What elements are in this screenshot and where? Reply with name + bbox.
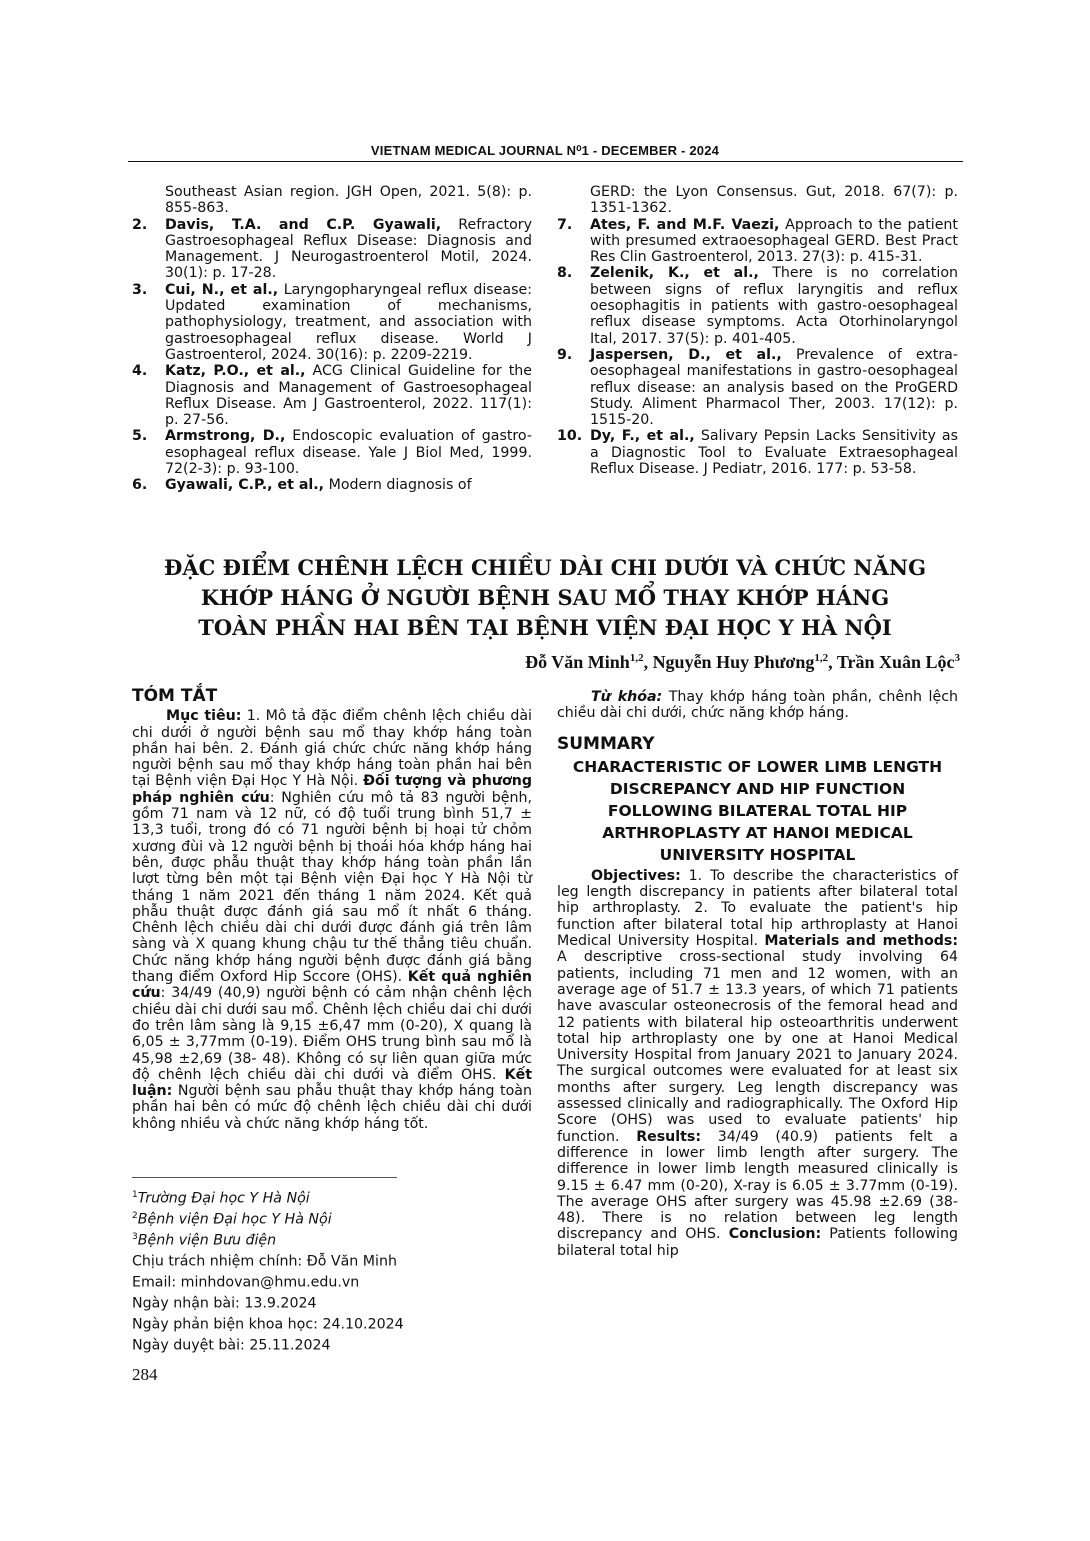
summary-body: Objectives: 1. To describe the characteristics of leg length discrepancy in patients after bilateral total hip arthroplasty. 2. To evaluate the patient's hip function after bilateral total hip arthroplasty at Hanoi Medical University Hospital. Materials and methods: A descriptive cross-sectional study involving 64 patients, including 71 men and 12 women, with an average age of 51.7 ± 13.3 years, of which 71 patients have avascular osteonecrosis of the femoral head and 12 patients with bilateral hip osteoarthritis underwent total hip arthroplasty one by one at Hanoi Medical University Hospital from January 2021 to January 2024. The surgical outcomes were evaluated for at least six months after surgery. Leg length discrepancy was assessed clinically and radiographically. The Oxford Hip Score (OHS) was used to evaluate patients' hip function. Results: 34/49 (40.9) patients felt a difference in lower limb length after surgery. The difference in lower limb length measured clinically is 9.15 ± 6.47 mm (0-20), X-ray is 6.05 ± 3.77mm (0-19). The average OHS after surgery was 45.98 ±2.69 (38- 48). There is no relation between leg length discrepancy and OHS. Conclusion: Patients following bilateral total hip [557,867,958,1259]
author-name: Trần Xuân Lộc [836,652,955,672]
reference-item [132,363,532,428]
reference-number: 10. [557,428,583,445]
reference-number: 2. [132,216,148,233]
reference-item [132,477,532,493]
reference-authors: Ates, F. and M.F. Vaezi, [590,216,780,233]
author-affiliation: 3 [954,652,960,664]
reference-authors: Gyawali, C.P., et al., [165,477,325,494]
page-number: 284 [132,1365,158,1384]
reference-authors: Armstrong, D., [165,428,286,445]
reference-number: 8. [557,265,573,282]
article-title [100,553,990,643]
reference-text: GERD: the Lyon Consensus. Gut, 2018. 67(7): p. 1351-1362. [590,184,958,217]
conclusion-label: Kết luận: [132,1066,532,1100]
author-name: Đỗ Văn Minh [525,652,630,672]
title-line: KHỚP HÁNG Ở NGƯỜI BỆNH SAU MỔ THAY KHỚP HÁNG [200,585,890,610]
objectives-label: Objectives: [591,867,681,884]
footnote-line: Ngày phản biện khoa học: 24.10.2024 [132,1316,404,1333]
reference-text: Gyawali, C.P., et al., Modern diagnosis of [165,477,472,494]
references-left-column [132,184,532,494]
reference-number: 7. [557,216,573,233]
footnote-line: $^3$Bệnh viện Bưu điện [132,1232,277,1249]
reference-authors: Katz, P.O., et al., [165,363,306,380]
abstract-right-column [557,689,958,1259]
reference-number: 4. [132,363,148,380]
reference-number: 5. [132,428,148,445]
methods-label-en: Materials and methods: [764,933,958,950]
reference-text: Katz, P.O., et al., ACG Clinical Guideline for the Diagnosis and Management of Gastroesophageal Reflux Disease. Am J Gastroenterol, 2022. 117(1): p. 27-56. [165,363,532,429]
reference-authors: Zelenik, K., et al., [590,265,759,282]
reference-text: Armstrong, D., Endoscopic evaluation of gastro-esophageal reflux disease. Yale J Biol Med, 1999. 72(2-3): p. 93-100. [165,428,532,478]
author-affiliation: 1,2 [629,652,644,664]
reference-item [557,184,958,217]
english-title: CHARACTERISTIC OF LOWER LIMB LENGTH DISCREPANCY AND HIP FUNCTION FOLLOWING BILATERAL TOTAL HIP ARTHROPLASTY AT HANOI MEDICAL UNIVERSITY HOSPITAL [572,757,943,864]
author-name: Nguyễn Huy Phương [652,652,815,672]
summary-heading: SUMMARY [557,733,655,754]
header-rule [128,161,963,162]
footnote-line: $^1$Trường Đại học Y Hà Nội [132,1190,310,1207]
reference-authors: Jaspersen, D., et al., [590,346,782,363]
reference-number: 9. [557,346,573,363]
reference-number: 3. [132,281,148,298]
footnote-line: Chịu trách nhiệm chính: Đỗ Văn Minh [132,1253,397,1270]
reference-number [557,184,590,217]
reference-text: Ates, F. and M.F. Vaezi, Approach to the patient with presumed extraoesophageal GERD. Best Pract Res Clin Gastroenterol, 2013. 27(3): p. 415-31. [590,216,958,266]
keywords: Từ khóa: Thay khớp háng toàn phần, chênh lệch chiều dài chi dưới, chức năng khớp háng. [557,689,958,722]
reference-item [132,282,532,363]
footnotes [132,1187,532,1355]
reference-text: Zelenik, K., et al., There is no correlation between signs of reflux laryngitis and reflux oesophagitis in patients with gastro-oesophageal reflux disease symptoms. Acta Otorhinolaryngol Ital, 2017. 37(5): p. 401-405. [590,265,958,347]
reference-text: Southeast Asian region. JGH Open, 2021. 5(8): p. 855-863. [165,184,532,217]
reference-item [132,428,532,477]
reference-item [557,265,958,346]
title-line: ĐẶC ĐIỂM CHÊNH LỆCH CHIỀU DÀI CHI DƯỚI VÀ CHỨC NĂNG [163,555,927,580]
author-affiliation: 1,2 [814,652,829,664]
reference-item [557,217,958,266]
abstract-vietnamese [132,688,532,1132]
reference-item [132,217,532,282]
reference-number: 6. [132,477,148,494]
reference-item [132,184,532,217]
results-label-en: Results: [636,1128,702,1145]
author-list: Đỗ Văn Minh$^{1,2}$, Nguyễn Huy Phương$^{1,2}$, Trần Xuân Lộc$^3$ [525,652,960,672]
methods-label: Đối tượng và phương pháp nghiên cứu [132,773,532,806]
footnote-line: Ngày nhận bài: 13.9.2024 [132,1295,317,1312]
keywords-label: Từ khóa: [591,689,663,705]
reference-text: Davis, T.A. and C.P. Gyawali, Refractory Gastroesophageal Reflux Disease: Diagnosis and Management. J Neurogastroenterol Motil, 2024. 30(1): p. 17-28. [165,216,532,282]
results-label: Kết quả nghiên cứu [132,969,532,1002]
footnote-line: Ngày duyệt bài: 25.11.2024 [132,1337,331,1354]
reference-item [557,347,958,428]
abstract-body: Mục tiêu: 1. Mô tả đặc điểm chênh lệch chiều dài chi dưới ở người bệnh sau mổ thay khớp háng toàn phần hai bên. 2. Đánh giá chức chức năng khớp háng người bệnh sau mổ thay khớp háng toàn phần hai bên tại Bệnh viện Đại Học Y Hà Nội. Đối tượng và phương pháp nghiên cứu: Nghiên cứu mô tả 83 người bệnh, gồm 71 nam và 12 nữ, có độ tuổi trung bình 51,7 ± 13,3 tuổi, trong đó có 71 người bệnh bị hoại tử chỏm xương đùi và 12 người bệnh bị thoái hóa khớp háng hai bên, được phẫu thuật thay khớp háng toàn phần lần lượt từng bên một tại Bệnh viện Đại học Y Hà Nội từ tháng 1 năm 2021 đến tháng 1 năm 2024. Kết quả phẫu thuật được đánh giá sau mổ ít nhất 6 tháng. Chênh lệch chiều dài chi dưới được đánh giá trên lâm sàng và X quang khung chậu tư thế thẳng tiêu chuẩn. Chức năng khớp háng người bệnh được đánh giá bằng thang điểm Oxford Hip Sccore (OHS). Kết quả nghiên cứu: 34/49 (40,9) người bệnh có cảm nhận chênh lệch chiều dài chi dưới sau mổ. Chênh lệch chiều dai chi dưới đo trên lâm sàng là 9,15 ±6,47 mm (0-20), X quang là 6,05 ± 3,77mm (0-19). Điểm OHS trung bình sau mổ là 45,98 ±2,69 (38- 48). Không có sự liên quan giữa mức độ chênh lệch chiều dài chi dưới và điểm OHS. Kết luận: Người bệnh sau phẫu thuật thay khớp háng toàn phần hai bên có mức độ chênh lệch chiều dài chi dưới không nhiều và chức năng khớp háng tốt. [132,708,532,1132]
reference-authors: Dy, F., et al., [590,428,695,445]
reference-text: Dy, F., et al., Salivary Pepsin Lacks Sensitivity as a Diagnostic Tool to Evaluate Extraesophageal Reflux Disease. J Pediatr, 2016. 177: p. 53-58. [590,428,958,478]
journal-header: VIETNAM MEDICAL JOURNAL N⁰1 - DECEMBER - 2024 [370,143,720,158]
footnote-line: Email: minhdovan@hmu.edu.vn [132,1274,360,1291]
reference-authors: Cui, N., et al., [165,281,279,298]
reference-number [132,184,165,217]
references-right-column [557,184,958,477]
title-line: TOÀN PHẦN HAI BÊN TẠI BỆNH VIỆN ĐẠI HỌC Y HÀ NỘI [198,615,892,640]
reference-authors: Davis, T.A. and C.P. Gyawali, [165,216,442,233]
reference-item [557,428,958,477]
reference-text: Jaspersen, D., et al., Prevalence of extra-oesophageal manifestations in gastro-oesophageal reflux disease: an analysis based on the ProGERD Study. Aliment Pharmacol Ther, 2003. 17(12): p. 1515-20. [590,346,958,429]
abstract-heading: TÓM TẮT [132,686,218,706]
conclusion-label-en: Conclusion: [728,1226,822,1243]
objective-label: Mục tiêu: [166,708,242,725]
footnote-rule [132,1177,397,1178]
footnote-line: $^2$Bệnh viện Đại học Y Hà Nội [132,1211,332,1228]
reference-text: Cui, N., et al., Laryngopharyngeal reflux disease: Updated examination of mechanisms, pathophysiology, treatment, and association with gastroesophageal reflux disease. World J Gastroenterol, 2024. 30(16): p. 2209-2219. [165,281,532,363]
